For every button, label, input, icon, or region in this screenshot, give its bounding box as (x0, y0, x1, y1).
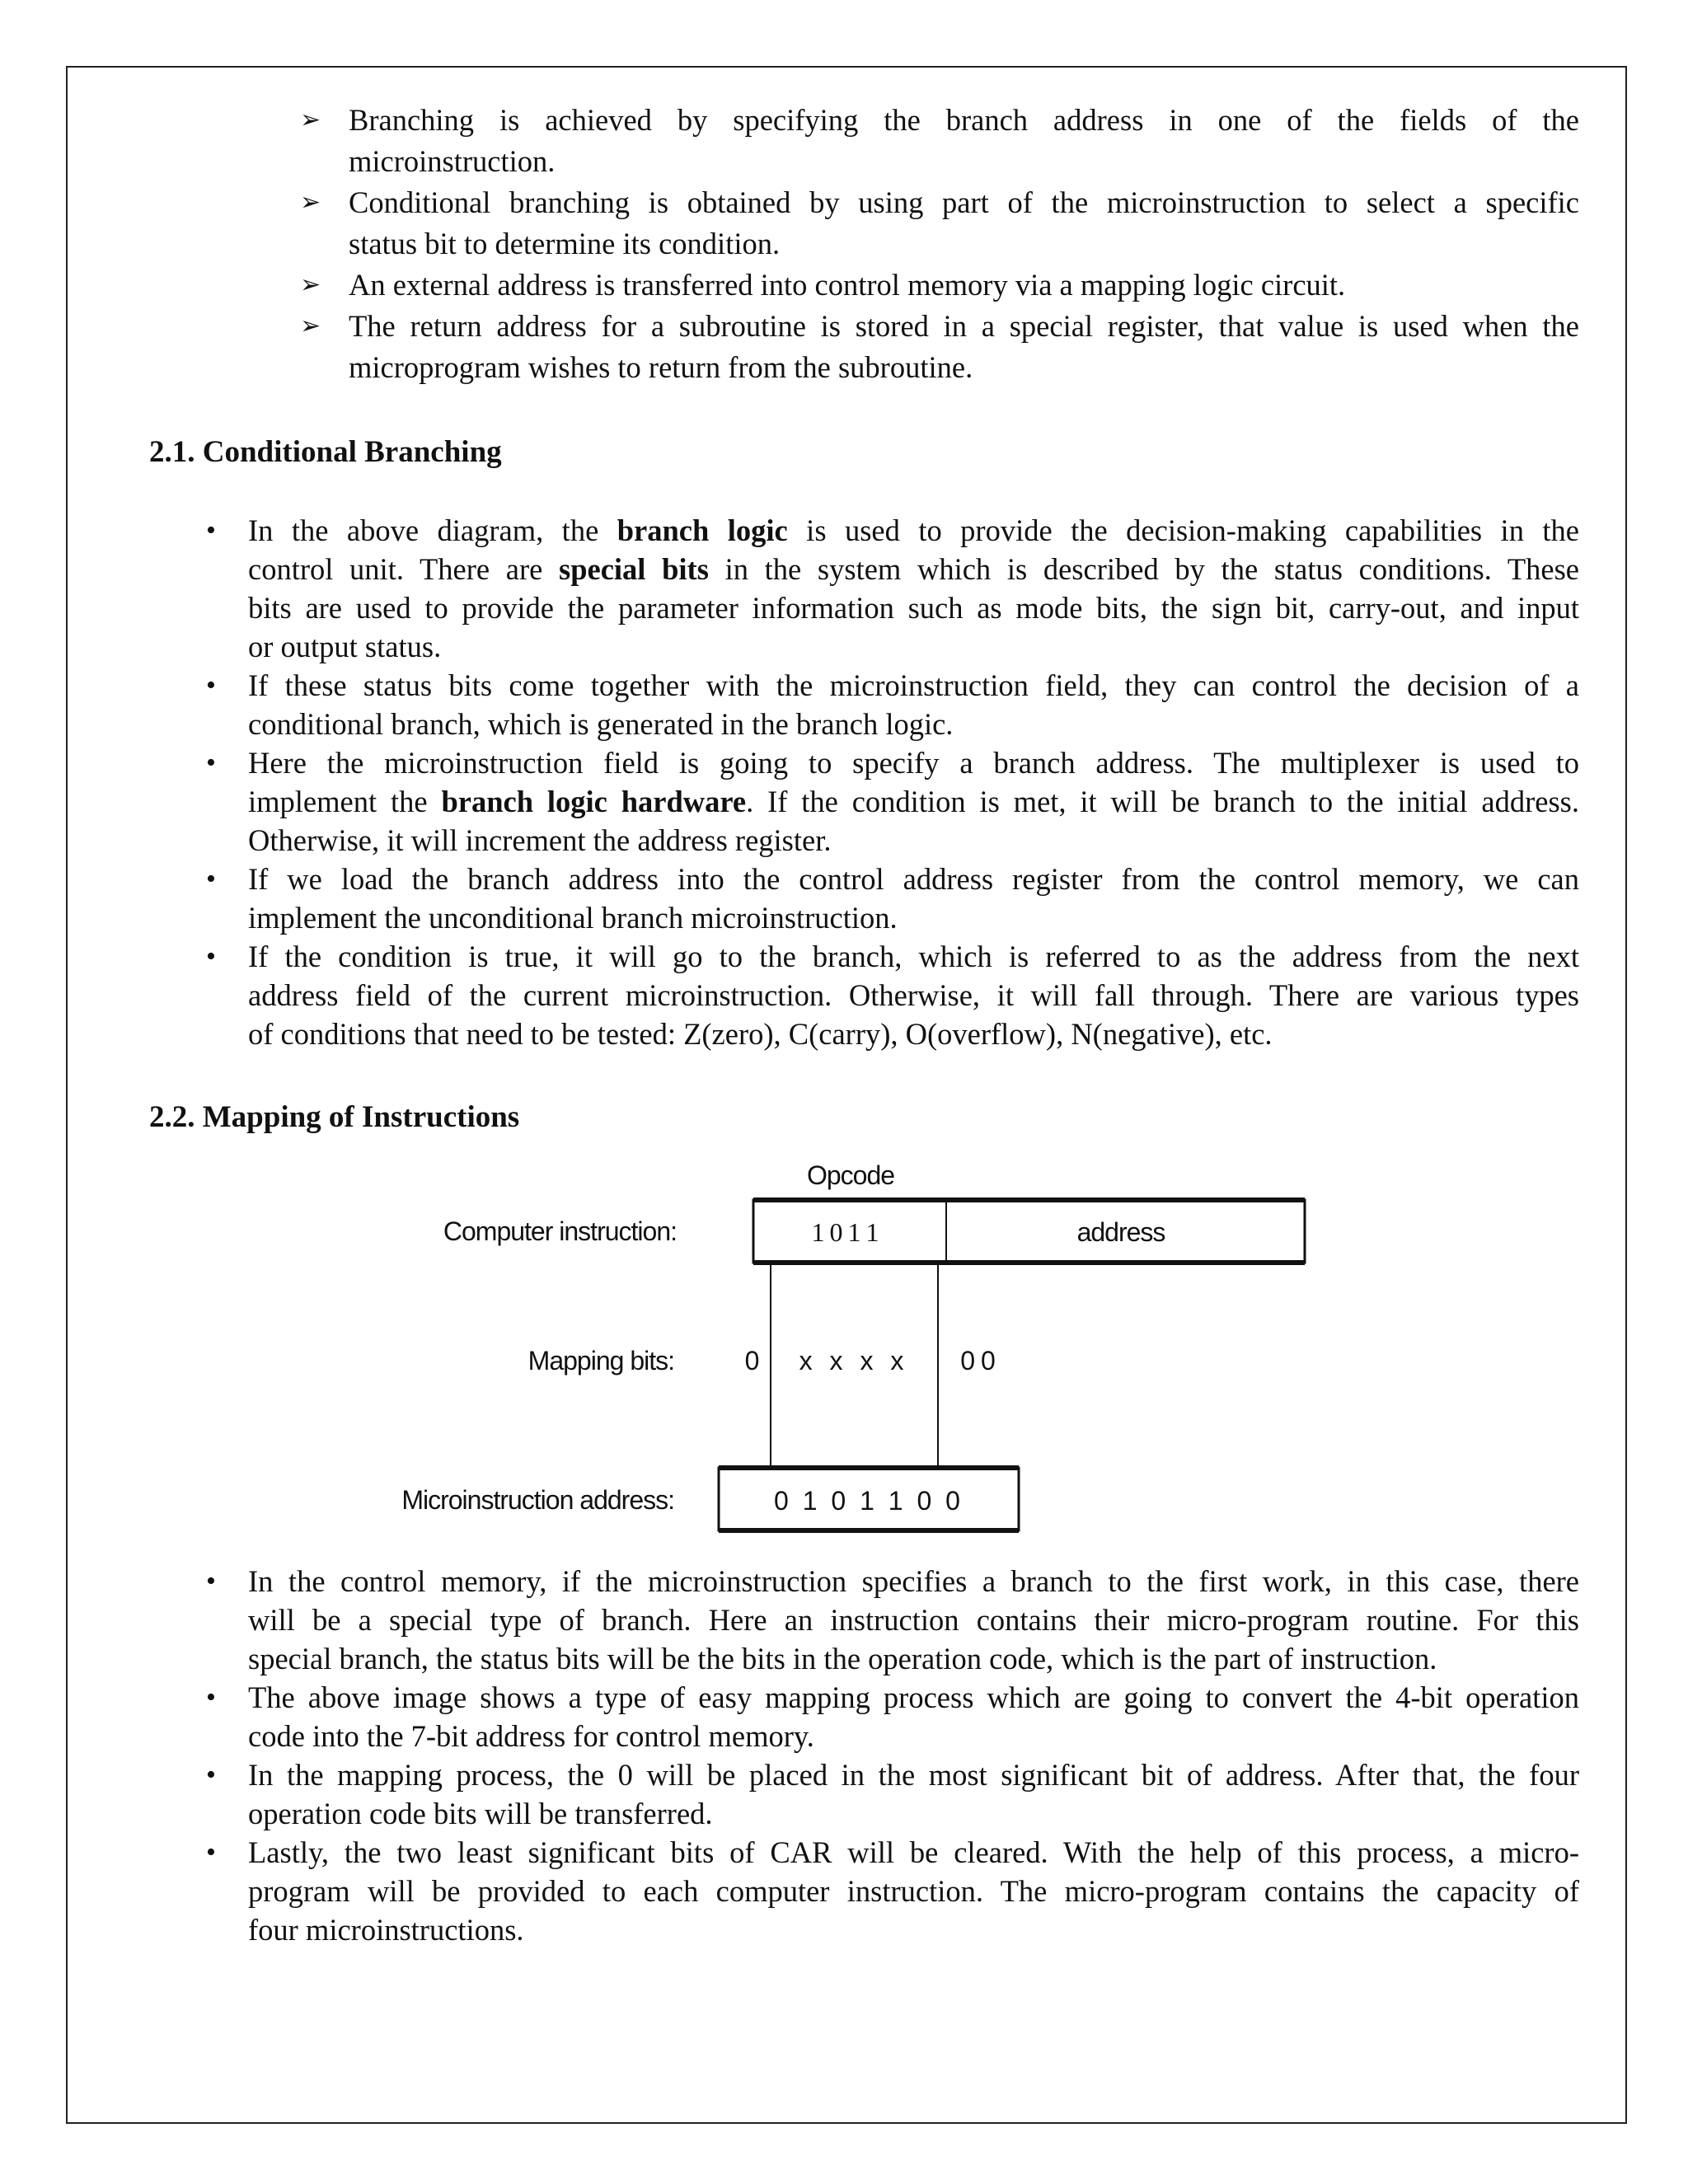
bullet-dot-icon: • (206, 1837, 216, 1868)
computer-instruction-label: Computer instruction: (443, 1216, 677, 1246)
text-segment: . If the condition is met, it will be branch to the initial address. (746, 785, 1580, 818)
bullet-dot-icon: • (206, 748, 216, 778)
bullet-dot-icon: • (206, 864, 216, 894)
text-line: address field of the current microinstruction. Otherwise, it will fall through. There are various types (248, 978, 1579, 1012)
bold-term: branch logic (617, 513, 788, 547)
text-line: The return address for a subroutine is stored in a special register, that value is used when the (349, 309, 1579, 343)
text-segment: control unit. There are (248, 552, 559, 586)
arrow-bullet-icon: ➢ (300, 188, 321, 217)
arrow-bullet-icon: ➢ (300, 312, 321, 340)
mapping-msb: 0 (744, 1346, 759, 1376)
text-line: special branch, the status bits will be the bits in the operation code, which is the part of instruction. (248, 1642, 1437, 1675)
text-line: bits are used to provide the parameter information such as mode bits, the sign bit, carry-out, and input (248, 591, 1579, 625)
bullet-item (206, 1562, 1579, 1678)
heading-mapping-of-instructions: 2.2. Mapping of Instructions (149, 1100, 520, 1134)
text-line: of conditions that need to be tested: Z(zero), C(carry), O(overflow), N(negative), etc. (248, 1017, 1273, 1051)
arrow-bullet-icon: ➢ (300, 270, 321, 299)
address-field: address (1076, 1217, 1165, 1247)
mapping-lsb: 0 0 (960, 1346, 995, 1376)
mapping-opcode-x: x x x x (799, 1346, 909, 1376)
text-segment: is used to provide the decision-making capabilities in the (787, 513, 1579, 547)
mapping-bits-label: Mapping bits: (528, 1346, 674, 1376)
text-line: implement the unconditional branch microinstruction. (248, 901, 898, 935)
text-line: If the condition is true, it will go to the branch, which is referred to as the address from the next (248, 940, 1579, 973)
microinstruction-address-bits: 0 1 0 1 1 0 0 (774, 1486, 964, 1516)
text-segment: In the above diagram, the (248, 513, 617, 547)
text-line: operation code bits will be transferred. (248, 1797, 713, 1830)
text-segment: in the system which is described by the status conditions. These (708, 552, 1579, 586)
text-line: If these status bits come together with the microinstruction field, they can control the decision of a (248, 668, 1579, 702)
bullet-dot-icon: • (206, 941, 216, 972)
text-line: four microinstructions. (248, 1913, 524, 1947)
text-line: microinstruction. (349, 144, 556, 178)
text-line: program will be provided to each computer instruction. The micro-program contains the capacity of (248, 1874, 1579, 1908)
text-line: If we load the branch address into the control address register from the control memory, we can (248, 862, 1579, 896)
opcode-label: Opcode (806, 1160, 895, 1190)
bold-term: special bits (558, 552, 709, 586)
bullet-dot-icon: • (206, 1760, 216, 1790)
text-line: status bit to determine its condition. (349, 227, 781, 260)
text-line: or output status. (248, 630, 442, 663)
text-line: In the mapping process, the 0 will be placed in the most significant bit of address. After that, the four (248, 1758, 1579, 1792)
bullet-dot-icon: • (206, 670, 216, 701)
text-line: Branching is achieved by specifying the branch address in one of the fields of the (349, 103, 1579, 137)
bullet-dot-icon: • (206, 1566, 216, 1596)
text-line: will be a special type of branch. Here an instruction contains their micro-program routine. For this (248, 1603, 1579, 1637)
text-line: Lastly, the two least significant bits of CAR will be cleared. With the help of this process, a micro- (248, 1835, 1579, 1869)
bullet-dot-icon: • (206, 515, 216, 546)
bold-term: branch logic hardware (441, 785, 747, 818)
heading-conditional-branching: 2.1. Conditional Branching (149, 435, 502, 469)
text-line: The above image shows a type of easy mapping process which are going to convert the 4-bit operation (248, 1680, 1579, 1714)
microinstruction-address-label: Microinstruction address: (401, 1485, 674, 1515)
text-line: conditional branch, which is generated in the branch logic. (248, 707, 954, 741)
mapping-bullet-list (206, 1562, 1579, 1949)
bullet-item (206, 1833, 1579, 1949)
bullet-item (206, 1678, 1579, 1755)
text-line: An external address is transferred into control memory via a mapping logic circuit. (349, 268, 1346, 302)
arrow-bullet-icon: ➢ (300, 105, 321, 134)
text-line: code into the 7-bit address for control memory. (248, 1719, 814, 1753)
opcode-bits: 1 0 1 1 (811, 1217, 879, 1247)
text-line: In the control memory, if the microinstruction specifies a branch to the first work, in this case, there (248, 1564, 1579, 1598)
text-line: Conditional branching is obtained by using part of the microinstruction to select a specific (349, 185, 1579, 219)
text-line: Here the microinstruction field is going to specify a branch address. The multiplexer is used to (248, 746, 1579, 780)
bullet-item (206, 1755, 1579, 1833)
text-line: Otherwise, it will increment the address register. (248, 823, 832, 857)
text-line: microprogram wishes to return from the subroutine. (349, 350, 973, 384)
text-segment: implement the (248, 785, 442, 818)
bullet-dot-icon: • (206, 1682, 216, 1713)
